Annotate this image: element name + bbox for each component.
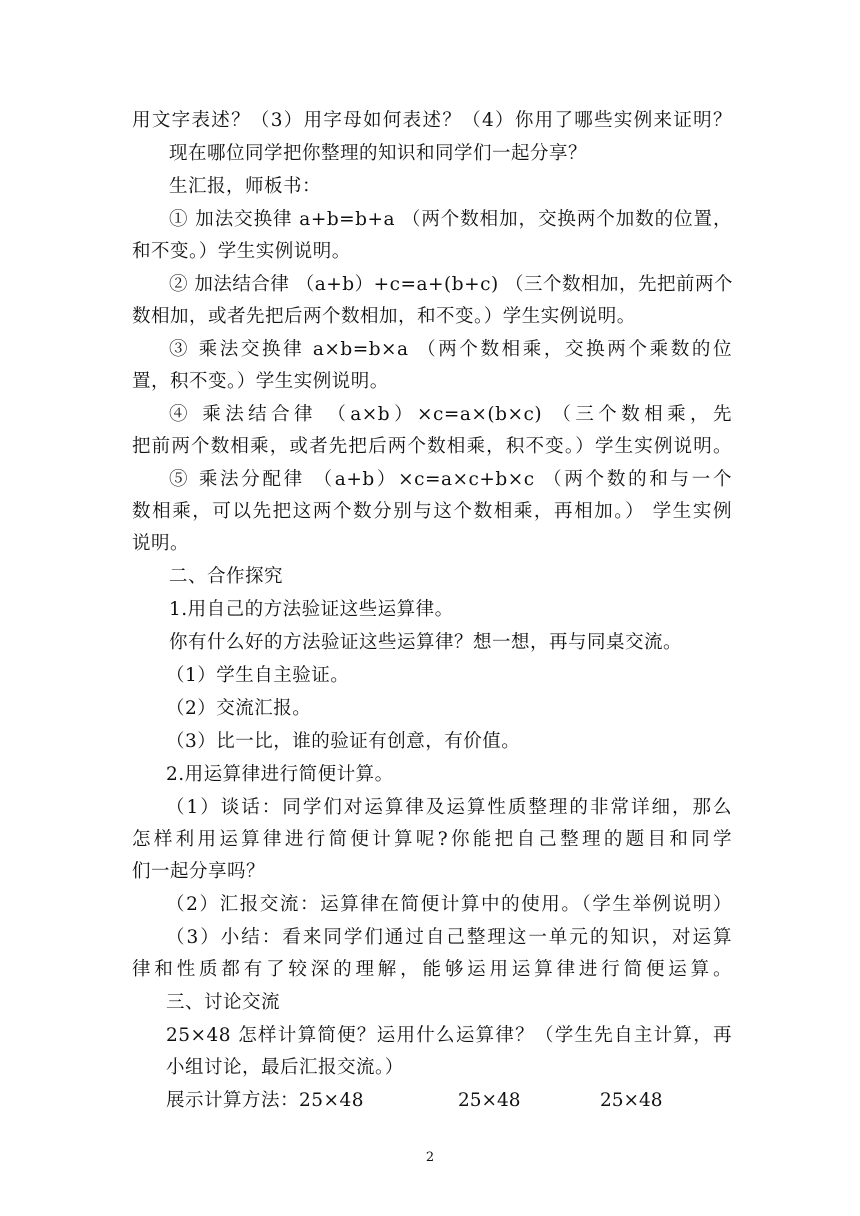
text-line: 把前两个数相乘，或者先把后两个数相乘，积不变。）学生实例说明。 (132, 436, 732, 457)
text-line: 数相加，或者先把后两个数相加，和不变。）学生实例说明。 (132, 306, 636, 327)
text-line: （2）汇报交流：运算律在简便计算中的使用。（学生举例说明） (166, 894, 732, 915)
text-line: 现在哪位同学把你整理的知识和同学们一起分享？ (169, 143, 588, 164)
text-line: 用文字表述？（3）用字母如何表述？（4）你用了哪些实例来证明？ (132, 110, 732, 131)
text-line: 和不变。）学生实例说明。 (132, 241, 351, 262)
text-line: 律和性质都有了较深的理解，能够运用运算律进行简便运算。 (132, 959, 732, 980)
calc-column: 25×48 (458, 1090, 521, 1111)
text-line: 生汇报，师板书： (169, 176, 322, 197)
text-line: 怎样利用运算律进行简便计算呢?你能把自己整理的题目和同学 (132, 829, 732, 850)
text-line: （1）谈话：同学们对运算律及运算性质整理的非常详细，那么 (166, 797, 732, 818)
text-line: 你有什么好的方法验证这些运算律？想一想，再与同桌交流。 (169, 632, 683, 653)
text-line: 2.用运算律进行简便计算。 (166, 764, 394, 785)
text-line: 置，积不变。）学生实例说明。 (132, 371, 389, 392)
text-line: （1）学生自主验证。 (166, 665, 350, 686)
section-heading: 三、讨论交流 (166, 992, 281, 1013)
section-heading: 二、合作探究 (169, 566, 284, 587)
text-line: 1.用自己的方法验证这些运算律。 (169, 599, 454, 620)
list-item-distributive: ⑤ 乘法分配律 （a+b）×c=a×c+b×c （两个数的和与一个 (169, 469, 732, 490)
list-item-associative-add: ② 加法结合律 （a+b）+c=a+(b+c) （三个数相加，先把前两个 (169, 274, 734, 295)
text-line: 说明。 (132, 533, 190, 554)
text-line: 展示计算方法：25×48 (166, 1090, 365, 1111)
list-item-associative-mul: ④ 乘法结合律 （a×b）×c=a×(b×c) （三个数相乘，先 (169, 404, 732, 425)
list-item-commutative-add: ① 加法交换律 a+b=b+a （两个数相加，交换两个加数的位置， (169, 209, 732, 230)
text-line: （3）比一比，谁的验证有创意，有价值。 (166, 731, 521, 752)
text-line: （2）交流汇报。 (166, 698, 312, 719)
calc-column: 25×48 (600, 1090, 663, 1111)
text-line: 25×48 怎样计算简便？运用什么运算律？（学生先自主计算，再 (166, 1025, 732, 1046)
list-item-commutative-mul: ③ 乘法交换律 a×b=b×a （两个数相乘，交换两个乘数的位 (169, 339, 732, 360)
text-line: （3）小结：看来同学们通过自己整理这一单元的知识，对运算 (166, 927, 732, 948)
text-line: 数相乘，可以先把这两个数分别与这个数相乘，再相加。） 学生实例 (132, 501, 732, 522)
text-line: 们一起分享吗？ (132, 861, 266, 882)
text-line: 小组讨论，最后汇报交流。） (166, 1057, 404, 1078)
page-number: 2 (425, 1150, 435, 1165)
